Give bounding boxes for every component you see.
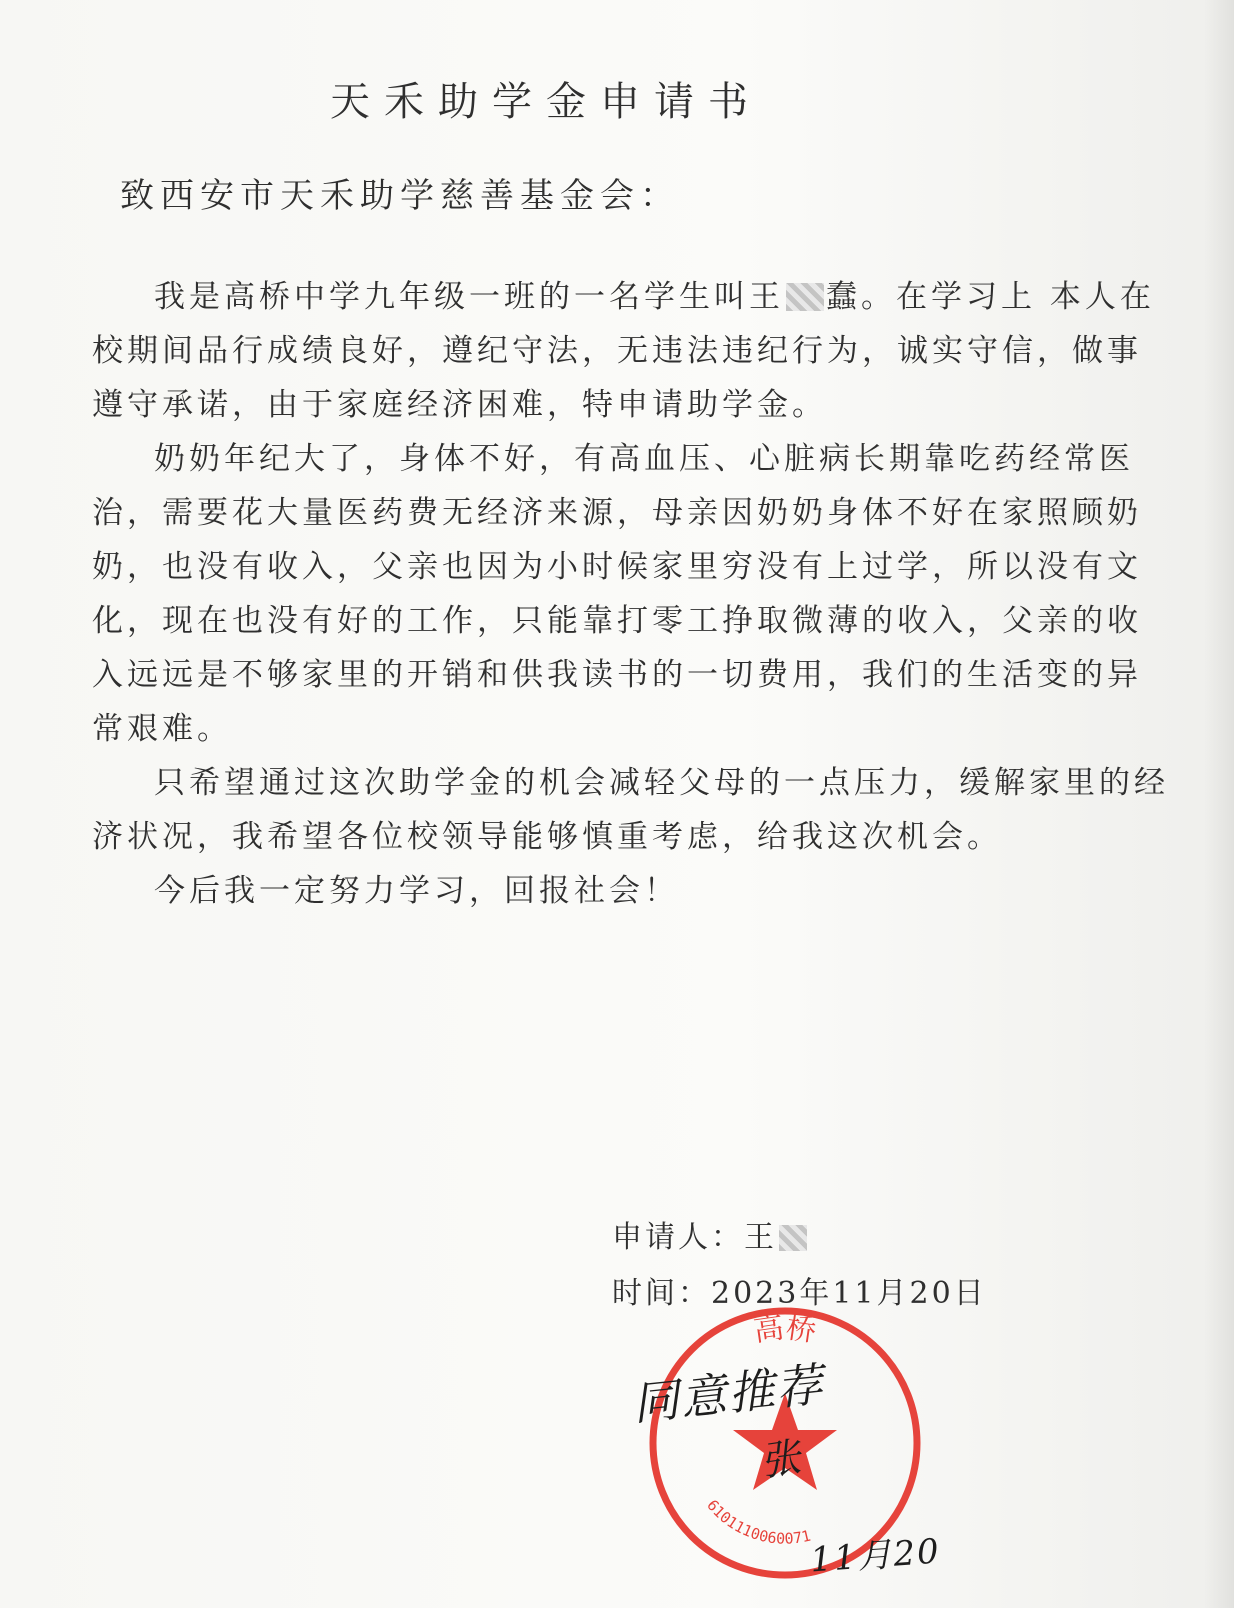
handwritten-signature: 张 — [757, 1434, 804, 1486]
paragraph-1-after-name: 。在学习上 本人在校期间品行成绩良好，遵纪守法，无违法违纪行为，诚实守信，做事遵守承诺，由于家庭经济困难，特申请助学金。 — [92, 279, 1155, 423]
paragraph-2: 奶奶年纪大了，身体不好，有高血压、心脏病长期靠吃药经常医治，需要花大量医药费无经济来源，母亲因奶奶身体不好在家照顾奶奶，也没有收入，父亲也因为小时候家里穷没有上过学，所以没有文化，现在也没有好的工作，只能靠打零工挣取微薄的收入，父亲的收入远远是不够家里的开销和供我读书的一切费用，我们的生活变的异常艰难。 — [92, 441, 1142, 747]
handwritten-signature-date: 11月20 — [809, 1531, 943, 1581]
letter-body — [92, 270, 1172, 918]
paragraph-3: 只希望通过这次助学金的机会减轻父母的一点压力，缓解家里的经济状况，我希望各位校领导能够慎重考虑，给我这次机会。 — [92, 765, 1169, 855]
student-name-visible-char: 蠢 — [826, 279, 861, 315]
paragraph-4: 今后我一定努力学习，回报社会！ — [154, 873, 679, 909]
time-value: 2023年11月20日 — [711, 1276, 987, 1311]
time-label: 时间： — [612, 1276, 711, 1311]
page-edge-shadow — [1204, 0, 1234, 1608]
redacted-name-blur — [786, 283, 824, 311]
applicant-label: 申请人： — [612, 1220, 744, 1255]
redacted-applicant-blur — [779, 1225, 807, 1251]
applicant-line — [612, 1212, 809, 1256]
document-title: 天禾助学金申请书 — [330, 79, 762, 125]
applicant-name: 王 — [744, 1220, 777, 1255]
handwritten-recommendation: 同意推荐 — [630, 1357, 827, 1431]
seal-number: 6101110060071 — [703, 1496, 813, 1548]
salutation: 致西安市天禾助学慈善基金会： — [120, 176, 680, 216]
paragraph-1-before-name: 我是高桥中学九年级一班的一名学生叫王 — [154, 279, 784, 315]
seal-top-text: 高桥 — [751, 1310, 819, 1350]
paragraph-1 — [92, 270, 1172, 432]
